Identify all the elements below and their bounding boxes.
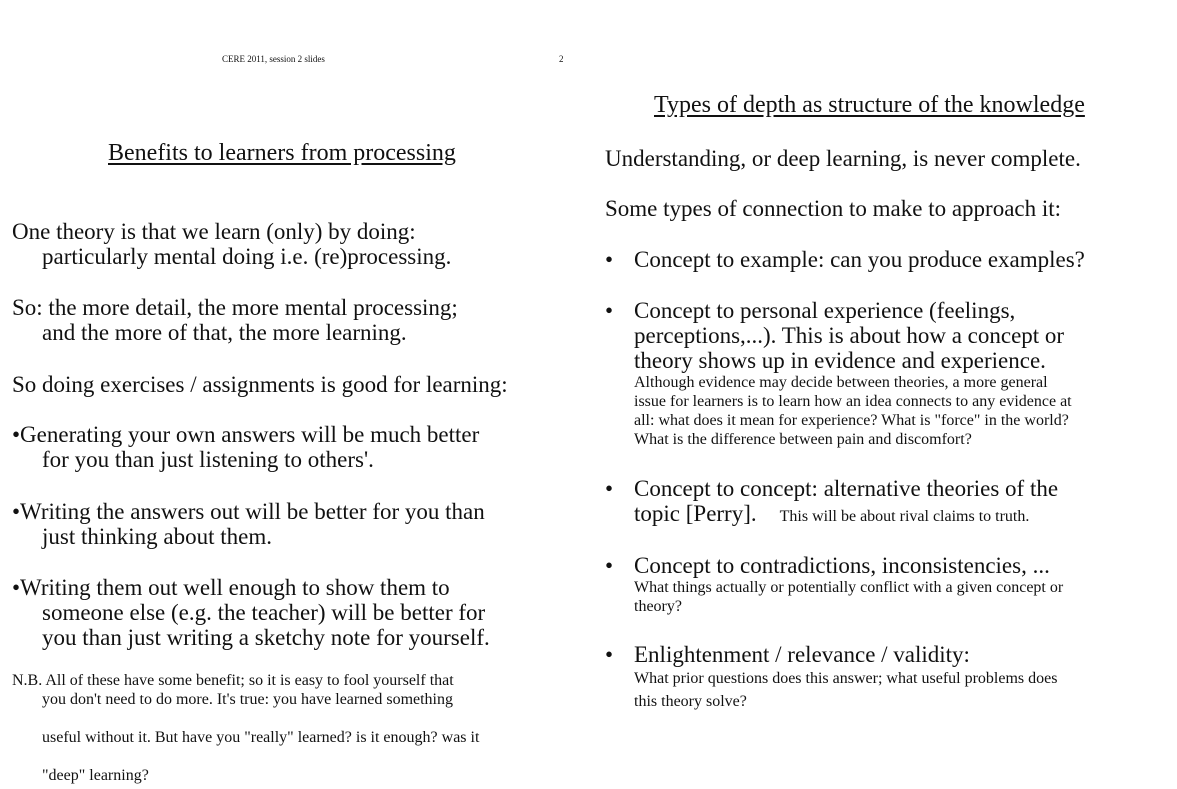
text-line: topic [Perry].: [634, 501, 757, 526]
note-line: issue for learners is to learn how an idea connects to any evidence at: [634, 393, 1072, 410]
text-line: just thinking about them.: [42, 524, 272, 549]
text-line: One theory is that we learn (only) by doing:: [12, 219, 416, 244]
text-line: someone else (e.g. the teacher) will be better for: [42, 600, 486, 625]
note-line: theory?: [634, 598, 682, 615]
text-line: useful without it. But have you "really" learned? is it enough? was it: [42, 729, 480, 746]
left-bullet-3: [12, 575, 582, 650]
note-line: Although evidence may decide between theories, a more general: [634, 374, 1048, 391]
note-line: What things actually or potentially conflict with a given concept or: [634, 579, 1064, 596]
text-line: you than just writing a sketchy note for yourself.: [42, 625, 490, 650]
left-bullet-1: [12, 422, 582, 472]
text-line: and the more of that, the more learning.: [42, 320, 407, 345]
text-line: •Generating your own answers will be much better: [12, 422, 480, 447]
note-inline: This will be about rival claims to truth.: [779, 508, 1030, 525]
text-line: you don't need to do more. It's true: you have learned something: [42, 691, 453, 708]
right-item-concept: [634, 476, 1169, 529]
right-item-enlightenment: [634, 642, 1169, 713]
note-line: this theory solve?: [634, 693, 747, 710]
left-paragraph-3: So doing exercises / assignments is good for learning:: [12, 372, 508, 397]
right-paragraph-2: Some types of connection to make to approach it:: [605, 196, 1062, 221]
note-line: What prior questions does this answer; what useful problems does: [634, 670, 1058, 687]
text-line: Enlightenment / relevance / validity:: [634, 642, 970, 667]
text-line: So: the more detail, the more mental processing;: [12, 295, 458, 320]
text-line: for you than just listening to others'.: [42, 447, 374, 472]
text-line: Concept to concept: alternative theories of the: [634, 476, 1059, 501]
note-line: What is the difference between pain and discomfort?: [634, 431, 972, 448]
bullet-marker: •: [605, 247, 614, 272]
note-line: all: what does it mean for experience? What is "force" in the world?: [634, 412, 1069, 429]
right-item-example: Concept to example: can you produce examples?: [634, 247, 1085, 272]
text-line: perceptions,...). This is about how a concept or: [634, 323, 1065, 348]
text-line: •Writing them out well enough to show them to: [12, 575, 450, 600]
text-line: "deep" learning?: [42, 767, 149, 784]
right-paragraph-1: Understanding, or deep learning, is never complete.: [605, 146, 1081, 171]
left-slide-title: Benefits to learners from processing: [108, 140, 456, 166]
text-line: particularly mental doing i.e. (re)processing.: [42, 244, 452, 269]
page-number: 2: [559, 54, 564, 64]
text-line: Concept to personal experience (feelings,: [634, 298, 1016, 323]
bullet-marker: •: [605, 476, 614, 501]
text-line: Concept to contradictions, inconsistencies, ...: [634, 553, 1050, 578]
bullet-marker: •: [605, 298, 614, 323]
bullet-marker: •: [605, 553, 614, 578]
left-bullet-2: [12, 499, 582, 549]
right-item-experience: [634, 298, 1169, 449]
slide-header: CERE 2011, session 2 slides: [222, 54, 325, 64]
text-line: theory shows up in evidence and experience.: [634, 348, 1046, 373]
right-item-contradictions: [634, 553, 1169, 616]
bullet-marker: •: [605, 642, 614, 667]
left-paragraph-2: [12, 295, 582, 345]
left-note: [12, 671, 582, 785]
text-line: •Writing the answers out will be better for you than: [12, 499, 485, 524]
right-slide-title: Types of depth as structure of the knowledge: [654, 92, 1085, 118]
left-paragraph-1: [12, 219, 582, 269]
text-line: N.B. All of these have some benefit; so it is easy to fool yourself that: [12, 672, 454, 689]
